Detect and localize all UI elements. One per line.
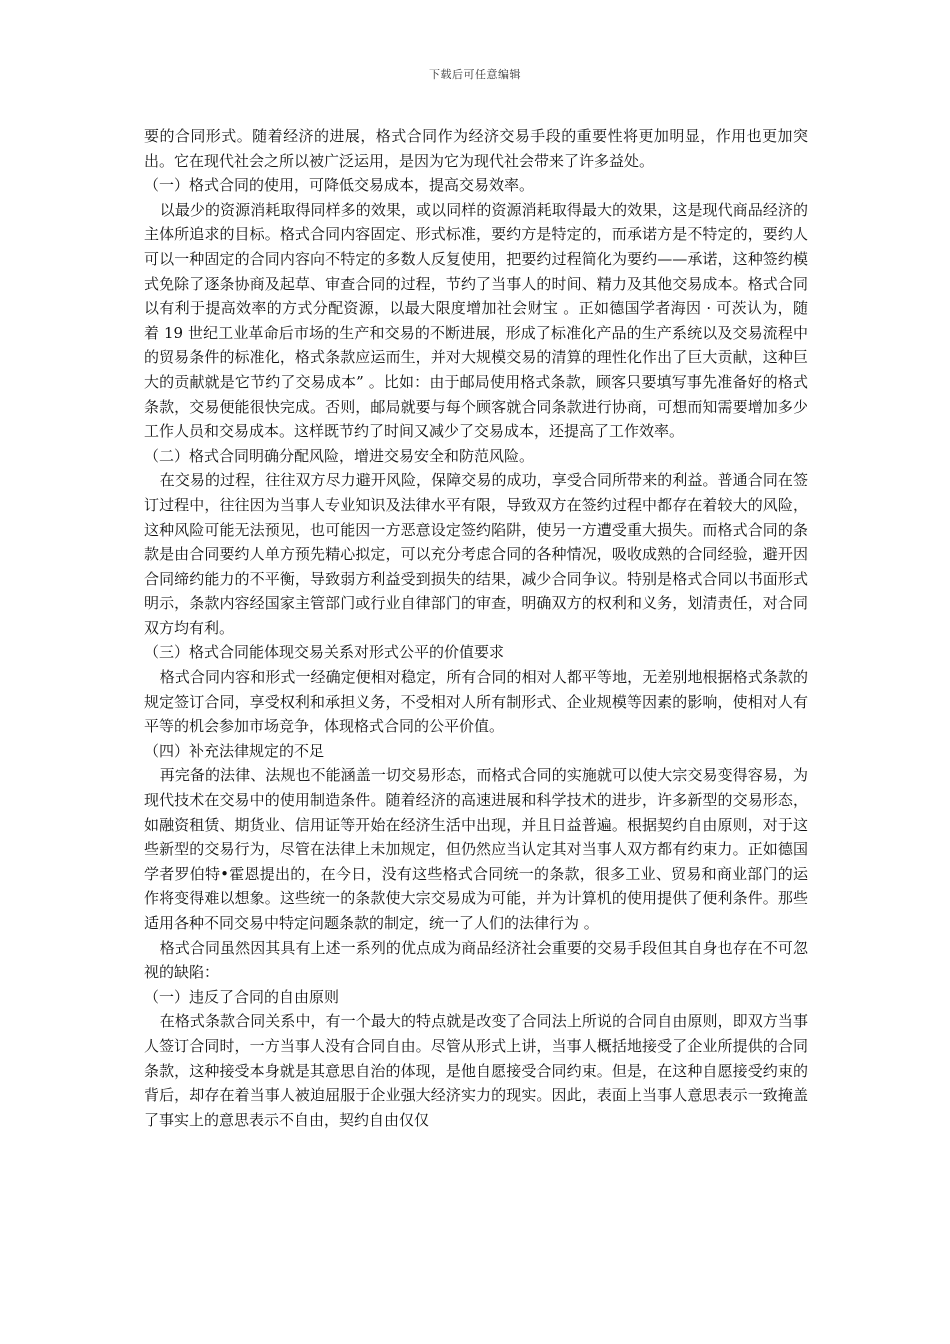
paragraph-intro: 要的合同形式。随着经济的进展，格式合同作为经济交易手段的重要性将更加明显，作用也更加突出。它在现代社会之所以被广泛运用，是因为它为现代社会带来了许多益处。 <box>144 127 808 170</box>
paragraph-freedom: 在格式条款合同关系中，有一个最大的特点就是改变了合同法上所说的合同自由原则，即双方当事人签订合同时，一方当事人没有合同自由。尽管从形式上讲，当事人概括地接受了企业所提供的合同条款，这种接受本身就是其意思自治的体现，是他自愿接受合同约束。但是，在这种自愿接受约束的背后，却存在着当事人被迫屈服于企业强大经济实力的现实。因此，表面上当事人意思表示一致掩盖了事实上的意思表示不自由，契约自由仅仅 <box>144 1012 808 1129</box>
section-heading-1: （一）格式合同的使用，可降低交易成本，提高交易效率。 <box>144 176 535 195</box>
page-header: 下载后可任意编辑 <box>429 68 521 81</box>
paragraph-law-supplement: 再完备的法律、法规也不能涵盖一切交易形态，而格式合同的实施就可以使大宗交易变得容易，为现代技术在交易中的使用制造条件。随着经济的高速进展和科学技术的进步，许多新型的交易形态，如融资租赁、期货业、信用证等开始在经济生活中出现，并且日益普遍。根据契约自由原则，对于这些新型的交易行为，尽管在法律上未加规定，但仍然应当认定其对当事人双方都有约束力。正如德国学者罗伯特•霍恩提出的，在今日，没有这些格式合同统一的条款，很多工业、贸易和商业部门的运作将变得难以想象。这些统一的条款使大宗交易成为可能，并为计算机的使用提供了便利条件。那些适用各种不同交易中特定问题条款的制定，统一了人们的法律行为 。 <box>144 766 808 932</box>
section-heading-defect-1: （一）违反了合同的自由原则 <box>144 987 340 1006</box>
paragraph-risk: 在交易的过程，往往双方尽力避开风险，保障交易的成功，享受合同所带来的利益。普通合同在签订过程中，往往因为当事人专业知识及法律水平有限，导致双方在签约过程中都存在着较大的风险，这种风险可能无法预见，也可能因一方恶意设定签约陷阱，使另一方遭受重大损失。而格式合同的条款是由合同要约人单方预先精心拟定，可以充分考虑合同的各种情况，吸收成熟的合同经验，避开因合同缔约能力的不平衡，导致弱方利益受到损失的结果，减少合同争议。特别是格式合同以书面形式明示，条款内容经国家主管部门或行业自律部门的审查，明确双方的权利和义务，划清责任，对合同双方均有利。 <box>144 471 808 637</box>
document-body <box>144 124 808 1132</box>
paragraph-fairness: 格式合同内容和形式一经确定便相对稳定，所有合同的相对人都平等地，无差别地根据格式条款的规定签订合同，享受权利和承担义务，不受相对人所有制形式、企业规模等因素的影响，使相对人有平等的机会参加市场竞争，体现格式合同的公平价值。 <box>144 668 808 736</box>
section-heading-4: （四）补充法律规定的不足 <box>144 741 325 760</box>
section-heading-2: （二）格式合同明确分配风险，增进交易安全和防范风险。 <box>144 446 535 465</box>
paragraph-transition: 格式合同虽然因其具有上述一系列的优点成为商品经济社会重要的交易手段但其自身也存在不可忽视的缺陷： <box>144 938 808 982</box>
paragraph-efficiency: 以最少的资源消耗取得同样多的效果，或以同样的资源消耗取得最大的效果，这是现代商品经济的主体所追求的目标。格式合同内容固定、形式标准，要约方是特定的，而承诺方是不特定的，要约人可以一种固定的合同内容向不特定的多数人反复使用，把要约过程简化为要约——承诺，这种签约模式免除了逐条协商及起草、审查合同的过程，节约了当事人的时间、精力及其他交易成本。格式合同以有利于提高效率的方式分配资源，以最大限度增加社会财宝 。正如德国学者海因 · 可茨认为，随着 19 世纪工业革命后市场的生产和交易的不断进展，形成了标准化产品的生产系统以及交易流程中的贸易条件的标准化，格式条款应运而生，并对大规模交易的清算的理性化作出了巨大贡献，这种巨大的贡献就是它节约了交易成本” 。比如：由于邮局使用格式条款，顾客只要填写事先准备好的格式条款，交易便能很快完成。否则，邮局就要与每个顾客就合同条款进行协商，可想而知需要增加多少工作人员和交易成本。这样既节约了时间又减少了交易成本，还提高了工作效率。 <box>144 200 808 441</box>
section-heading-3: （三）格式合同能体现交易关系对形式公平的价值要求 <box>144 643 505 662</box>
